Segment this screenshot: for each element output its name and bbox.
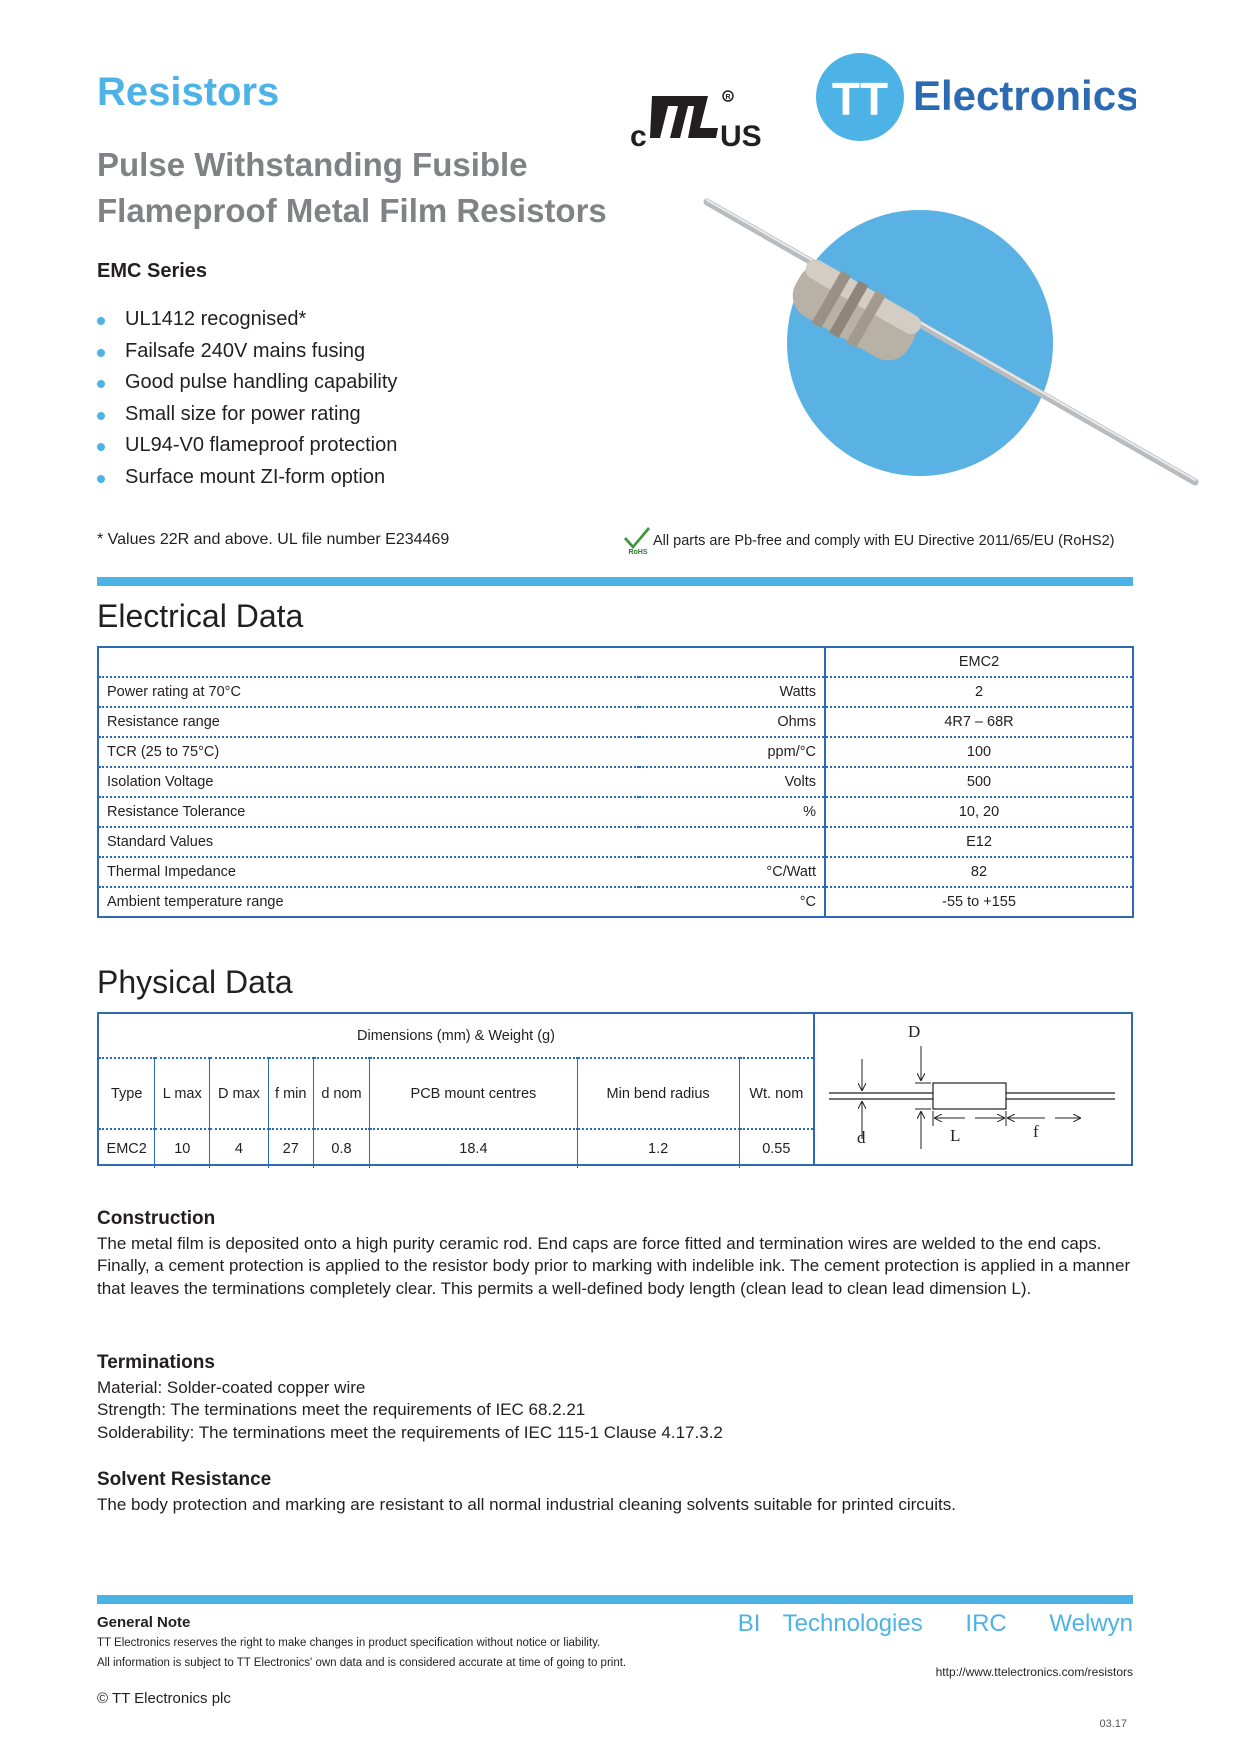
column-header: D max (210, 1058, 269, 1129)
param-cell: TCR (25 to 75°C) (98, 737, 639, 767)
general-note-title: General Note (97, 1614, 191, 1631)
value-cell: 4R7 – 68R (825, 707, 1133, 737)
section-body: The body protection and marking are resistant to all normal industrial cleaning solvents suitable for printed circuits. (97, 1494, 956, 1514)
table-cell: 4 (210, 1129, 269, 1168)
table-cell: 1.2 (577, 1129, 739, 1168)
section-line: Strength: The terminations meet the requirements of IEC 68.2.21 (97, 1400, 586, 1419)
section-divider (97, 577, 1133, 586)
column-header: Min bend radius (577, 1058, 739, 1129)
bullet-icon (97, 443, 105, 451)
param-cell: Thermal Impedance (98, 857, 639, 887)
ul-footnote: * Values 22R and above. UL file number E234469 (97, 531, 450, 548)
general-note-line: All information is subject to TT Electronics' own data and is considered accurate at time of going to print. (97, 1657, 627, 1669)
bullet-icon (97, 380, 105, 388)
table-row (98, 737, 1133, 767)
rohs-check-icon (624, 525, 652, 560)
table-cell: EMC2 (99, 1129, 155, 1168)
unit-cell: Watts (639, 677, 825, 707)
feature-item: Surface mount ZI-form option (97, 462, 397, 494)
solvent-resistance-section (97, 1469, 1137, 1516)
section-line: Material: Solder-coated copper wire (97, 1377, 366, 1397)
value-cell: 82 (825, 857, 1133, 887)
table-row (98, 887, 1133, 917)
param-cell: Isolation Voltage (98, 767, 639, 797)
table-cell: 18.4 (370, 1129, 577, 1168)
copyright: © TT Electronics plc (97, 1690, 231, 1707)
section-heading: Construction (97, 1208, 216, 1229)
column-header: L max (155, 1058, 210, 1129)
logo-name-text: Electronics (913, 72, 1136, 119)
website-link[interactable]: http://www.ttelectronics.com/resistors (935, 1665, 1133, 1679)
svg-text:R: R (725, 94, 731, 101)
table-cell: 10 (155, 1129, 210, 1168)
ul-mark-us: US (720, 120, 762, 150)
feature-item: Small size for power rating (97, 399, 397, 431)
resistor-product-image (695, 190, 1215, 515)
category-title: Resistors (97, 70, 280, 114)
param-cell: Resistance range (98, 707, 639, 737)
table-row (98, 857, 1133, 887)
feature-list (97, 304, 397, 493)
series-label: EMC Series (97, 260, 208, 282)
param-cell: Resistance Tolerance (98, 797, 639, 827)
bullet-icon (97, 317, 105, 325)
section-heading: Solvent Resistance (97, 1469, 272, 1490)
value-cell: 500 (825, 767, 1133, 797)
section-line: Solderability: The terminations meet the requirements of IEC 115-1 Clause 4.17.3.2 (97, 1422, 723, 1442)
param-cell: Power rating at 70°C (98, 677, 639, 707)
logo-badge-text: TT (831, 73, 889, 125)
physical-data-table (97, 1012, 1133, 1166)
dimension-diagram (813, 1014, 1133, 1164)
document-date: 03.17 (1099, 1718, 1127, 1730)
bullet-icon (97, 349, 105, 357)
general-note (97, 1613, 747, 1673)
unit-cell: % (639, 797, 825, 827)
electrical-data-table (97, 646, 1134, 918)
table-header-row (98, 647, 1133, 677)
unit-cell: °C (639, 887, 825, 917)
table-row (99, 1129, 813, 1168)
ul-mark-c: c (630, 120, 647, 150)
value-cell: 10, 20 (825, 797, 1133, 827)
construction-section (97, 1208, 1137, 1300)
value-cell: 2 (825, 677, 1133, 707)
feature-item: Good pulse handling capability (97, 367, 397, 399)
physical-data-title: Physical Data (97, 964, 293, 1000)
diagram-label-f: f (1033, 1122, 1039, 1141)
product-title: Pulse Withstanding Fusible Flameproof Metal Film Resistors (97, 146, 607, 229)
unit-cell: Volts (639, 767, 825, 797)
ul-recognized-mark (630, 88, 780, 155)
unit-cell (639, 827, 825, 857)
table-row (98, 827, 1133, 857)
table-cell: 27 (268, 1129, 313, 1168)
brand-welwyn: Welwyn (1049, 1610, 1133, 1637)
footer-divider (97, 1595, 1133, 1604)
electrical-data-title: Electrical Data (97, 598, 304, 634)
column-header: Wt. nom (739, 1058, 813, 1129)
diagram-label-L: L (950, 1126, 961, 1145)
rohs-statement: All parts are Pb-free and comply with EU Directive 2011/65/EU (RoHS2) (653, 533, 1115, 549)
general-note-line: TT Electronics reserves the right to make changes in product specification without notice or liability. (97, 1637, 601, 1649)
unit-cell: Ohms (639, 707, 825, 737)
unit-cell: ppm/°C (639, 737, 825, 767)
param-cell: Ambient temperature range (98, 887, 639, 917)
value-cell: 100 (825, 737, 1133, 767)
param-cell: Standard Values (98, 827, 639, 857)
section-body: The metal film is deposited onto a high purity ceramic rod. End caps are force fitted and termination wires are welded to the end caps. Finally, a cement protection is applied to the resistor body prior to marking with indelible ink. The cement protection is applied in a manner that leaves the terminations completely clear. This permits a well-defined body length (clean lead to clean lead dimension L). (97, 1233, 1131, 1298)
table-row (98, 707, 1133, 737)
terminations-section (97, 1352, 1137, 1444)
brand-bi-technologies: BI Technologies (737, 1610, 923, 1637)
diagram-label-D: D (908, 1022, 921, 1041)
brand-list (718, 1610, 1133, 1638)
feature-item: UL94-V0 flameproof protection (97, 430, 397, 462)
value-cell: E12 (825, 827, 1133, 857)
column-header: Type (99, 1058, 155, 1129)
table-cell: 0.8 (313, 1129, 370, 1168)
table-header-row (99, 1058, 813, 1129)
feature-item: UL1412 recognised* (97, 304, 397, 336)
column-header: EMC2 (958, 654, 1000, 670)
table-cell: 0.55 (739, 1129, 813, 1168)
table-row (98, 677, 1133, 707)
diagram-label-d: d (857, 1128, 866, 1147)
bullet-icon (97, 475, 105, 483)
table-row (98, 797, 1133, 827)
section-heading: Terminations (97, 1352, 215, 1373)
group-header: Dimensions (mm) & Weight (g) (357, 1027, 555, 1044)
table-row (98, 767, 1133, 797)
svg-text:RoHS: RoHS (628, 549, 648, 555)
column-header: PCB mount centres (370, 1058, 577, 1129)
value-cell: -55 to +155 (825, 887, 1133, 917)
bullet-icon (97, 412, 105, 420)
column-header: d nom (313, 1058, 370, 1129)
tt-electronics-logo (816, 52, 1136, 147)
feature-item: Failsafe 240V mains fusing (97, 336, 397, 368)
table-group-header-row (99, 1014, 813, 1058)
brand-irc: IRC (965, 1610, 1007, 1637)
unit-cell: °C/Watt (639, 857, 825, 887)
column-header: f min (268, 1058, 313, 1129)
